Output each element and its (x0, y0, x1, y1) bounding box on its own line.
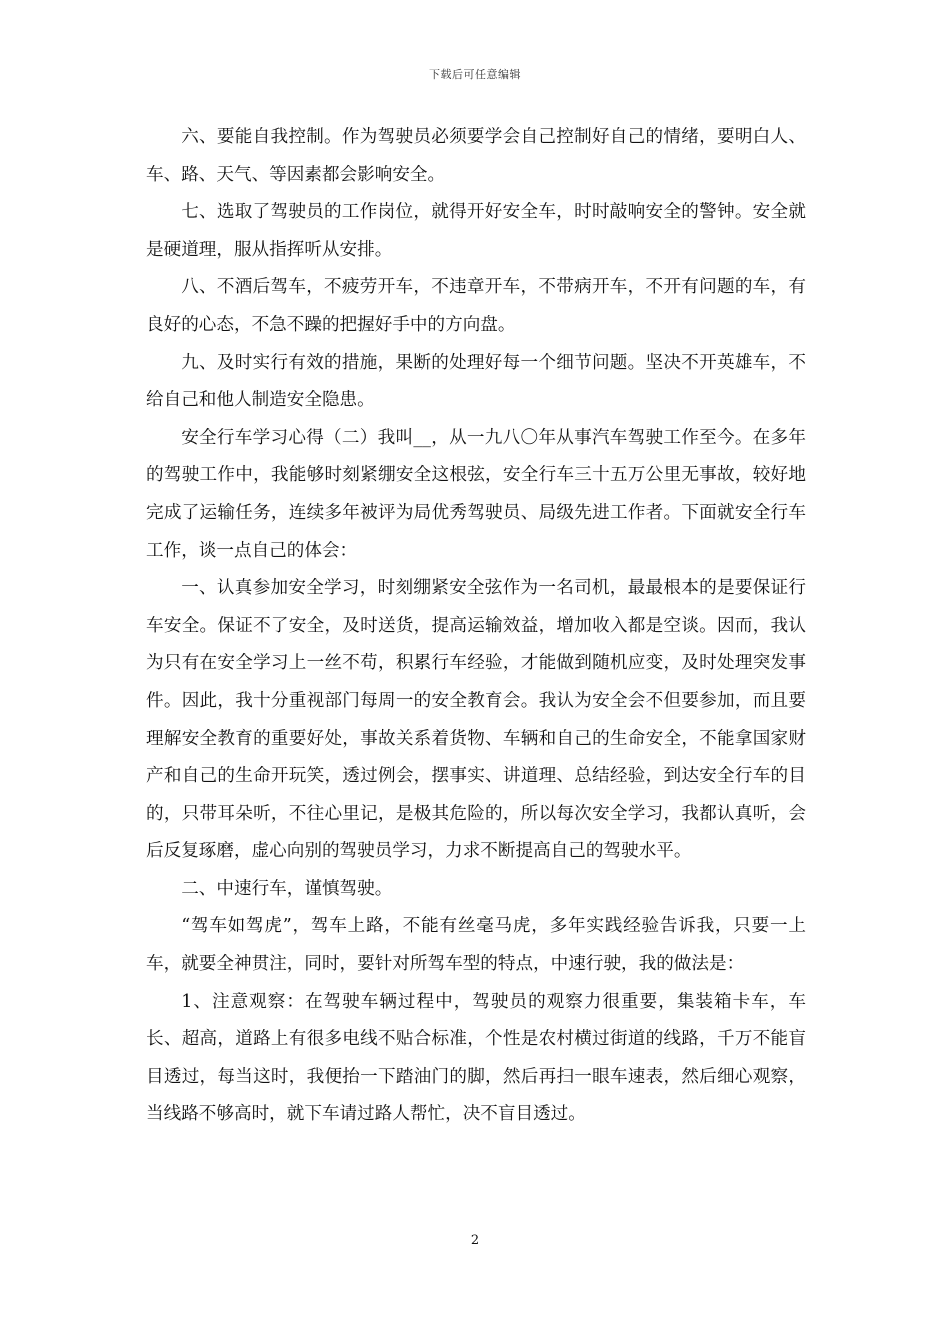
document-body (146, 119, 806, 1134)
page-number: 2 (470, 1233, 480, 1248)
paragraph-observe-carefully: 1、注意观察：在驾驶车辆过程中，驾驶员的观察力很重要，集装箱卡车，车长、超高，道路上有很多电线不贴合标准，个性是农村横过街道的线路，千万不能盲目透过，每当这时，我便抬一下踏油门的脚，然后再扫一眼车速表，然后细心观察，当线路不够高时，就下车请过路人帮忙，决不盲目透过。 (146, 991, 806, 1125)
paragraph-item-8: 八、不酒后驾车，不疲劳开车，不违章开车，不带病开车，不开有问题的车，有良好的心态，不急不躁的把握好手中的方向盘。 (146, 277, 806, 335)
paragraph-item-7: 七、选取了驾驶员的工作岗位，就得开好安全车，时时敲响安全的警钟。安全就是硬道理，服从指挥听从安排。 (146, 202, 806, 260)
paragraph-item-9: 九、及时实行有效的措施，果断的处理好每一个细节问题。坚决不开英雄车，不给自己和他人制造安全隐患。 (146, 352, 806, 411)
paragraph-drive-like-tiger: “驾车如驾虎”，驾车上路，不能有丝毫马虎，多年实践经验告诉我，只要一上车，就要全神贯注，同时，要针对所驾车型的特点，中速行驶，我的做法是： (146, 916, 806, 975)
paragraph-section-one: 一、认真参加安全学习，时刻绷紧安全弦作为一名司机，最最根本的是要保证行车安全。保证不了安全，及时送货，提高运输效益，增加收入都是空谈。因而，我认为只有在安全学习上一丝不苟，积累行车经验，才能做到随机应变，及时处理突发事件。因此，我十分重视部门每周一的安全教育会。我认为安全会不但要参加，而且要理解安全教育的重要好处，事故关系着货物、车辆和自己的生命安全，不能拿国家财产和自己的生命开玩笑，透过例会，摆事实、讲道理、总结经验，到达安全行车的目的，只带耳朵听，不往心里记，是极其危险的，所以每次安全学习，我都认真听，会后反复琢磨，虚心向别的驾驶员学习，力求不断提高自己的驾驶水平。 (146, 578, 806, 862)
page-header: 下载后可任意编辑 (429, 68, 521, 81)
paragraph-essay-two-intro: 安全行车学习心得（二）我叫__，从一九八〇年从事汽车驾驶工作至今。在多年的驾驶工作中，我能够时刻紧绷安全这根弦，安全行车三十五万公里无事故，较好地完成了运输任务，连续多年被评为局优秀驾驶员、局级先进工作者。下面就安全行车工作，谈一点自己的体会： (146, 427, 806, 561)
paragraph-section-two-heading: 二、中速行车，谨慎驾驶。 (181, 878, 393, 899)
paragraph-item-6: 六、要能自我控制。作为驾驶员必须要学会自己控制好自己的情绪，要明白人、车、路、天气、等因素都会影响安全。 (146, 127, 806, 185)
